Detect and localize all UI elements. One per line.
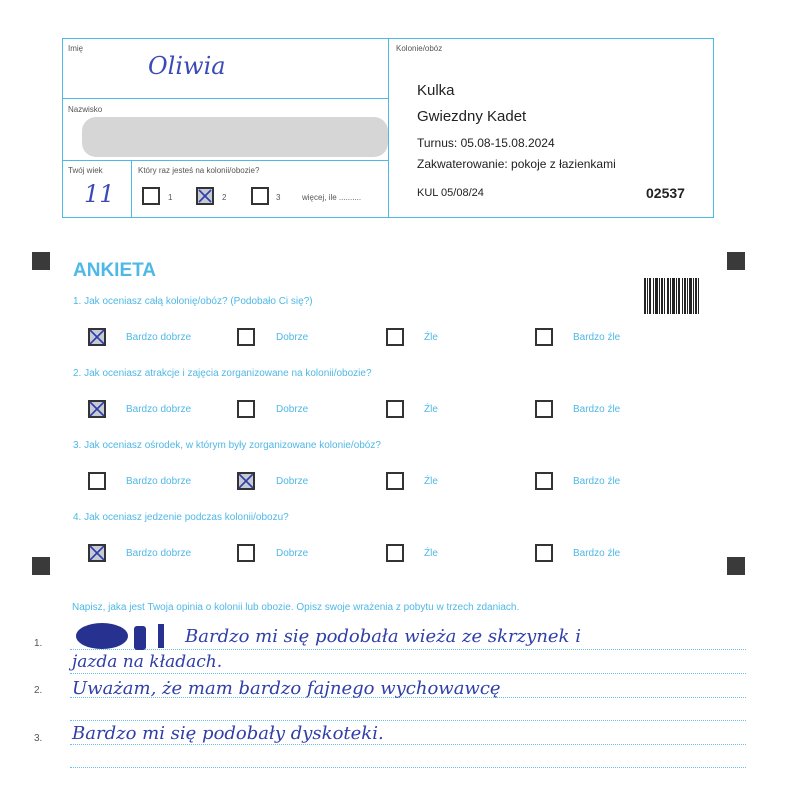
header-divider [388, 38, 389, 218]
survey-q2-option-label-3: Źle [424, 404, 438, 415]
survey-q4-checkbox-4[interactable] [535, 544, 553, 562]
survey-q1-option-label-3: Źle [424, 332, 438, 343]
header-vline-age [131, 160, 132, 218]
survey-q3-option-label-1: Bardzo dobrze [126, 476, 192, 487]
survey-question-4: 4. Jak oceniasz jedzenie podczas kolonii/obozu? [73, 512, 289, 523]
header-hline-1 [62, 98, 388, 99]
camp-label: Kolonie/obóz [396, 44, 443, 53]
survey-q4-option-label-4: Bardzo źle [573, 548, 621, 559]
opinion-line [70, 720, 746, 721]
survey-q1-checkbox-4[interactable] [535, 328, 553, 346]
survey-title: ANKIETA [73, 260, 157, 281]
times-checkbox-1[interactable] [142, 187, 160, 205]
camp-program: Gwiezdny Kadet [417, 108, 527, 125]
survey-question-1: 1. Jak oceniasz całą kolonię/obóz? (Podobało Ci się?) [73, 296, 313, 307]
survey-q1-option-label-2: Dobrze [276, 332, 309, 343]
survey-q2-checkbox-3[interactable] [386, 400, 404, 418]
opinion-number-3: 3. [34, 733, 43, 744]
camp-code: KUL 05/08/24 [417, 187, 484, 199]
survey-q1-checkbox-3[interactable] [386, 328, 404, 346]
survey-q3-checkbox-2[interactable] [237, 472, 255, 490]
opinion-answer-1: Bardzo mi się podobała wieża ze skrzynek i [185, 626, 581, 647]
survey-q1-option-label-1: Bardzo dobrze [126, 332, 192, 343]
times-option-1: 1 [168, 193, 173, 202]
opinion-answer-2: Uważam, że mam bardzo fajnego wychowawcę [72, 678, 501, 699]
times-option-2: 2 [222, 193, 227, 202]
barcode [644, 278, 699, 314]
survey-q2-checkbox-2[interactable] [237, 400, 255, 418]
survey-q3-checkbox-1[interactable] [88, 472, 106, 490]
form-number: 02537 [646, 185, 685, 201]
corner-marker-tl [32, 252, 50, 270]
times-checkbox-2[interactable] [196, 187, 214, 205]
corner-marker-tr [727, 252, 745, 270]
survey-q4-checkbox-1[interactable] [88, 544, 106, 562]
survey-q2-option-label-2: Dobrze [276, 404, 309, 415]
times-option-3: 3 [276, 193, 281, 202]
survey-q4-option-label-2: Dobrze [276, 548, 309, 559]
opinion-line [70, 767, 746, 768]
survey-q3-option-label-4: Bardzo źle [573, 476, 621, 487]
times-question: Który raz jesteś na kolonii/obozie? [138, 166, 260, 175]
survey-q2-checkbox-4[interactable] [535, 400, 553, 418]
survey-q3-checkbox-3[interactable] [386, 472, 404, 490]
opinion-number-2: 2. [34, 685, 43, 696]
surname-label: Nazwisko [68, 105, 103, 114]
survey-q3-checkbox-4[interactable] [535, 472, 553, 490]
name-label: Imię [68, 44, 84, 53]
times-checkbox-3[interactable] [251, 187, 269, 205]
survey-q3-option-label-3: Źle [424, 476, 438, 487]
opinion-line [70, 673, 746, 674]
opinion-line [70, 744, 746, 745]
header-hline-2 [62, 160, 388, 161]
redacted-surname [82, 117, 388, 157]
survey-q1-option-label-4: Bardzo źle [573, 332, 621, 343]
survey-q4-checkbox-2[interactable] [237, 544, 255, 562]
opinion-answer-3: Bardzo mi się podobały dyskoteki. [72, 723, 384, 744]
age-value: 11 [84, 180, 115, 208]
survey-question-3: 3. Jak oceniasz ośrodek, w którym były zorganizowane kolonie/obóz? [73, 440, 381, 451]
opinion-number-1: 1. [34, 638, 43, 649]
survey-q2-checkbox-1[interactable] [88, 400, 106, 418]
age-label: Twój wiek [68, 166, 103, 175]
survey-q4-option-label-1: Bardzo dobrze [126, 548, 192, 559]
turnus: Turnus: 05.08-15.08.2024 [417, 136, 555, 150]
survey-q3-option-label-2: Dobrze [276, 476, 309, 487]
survey-q4-checkbox-3[interactable] [386, 544, 404, 562]
survey-q4-option-label-3: Źle [424, 548, 438, 559]
opinion-answer-1-continued: jazda na kładach. [72, 652, 223, 672]
name-value: Oliwia [148, 52, 226, 80]
corner-marker-bl [32, 557, 50, 575]
survey-q2-option-label-4: Bardzo źle [573, 404, 621, 415]
camp-name: Kulka [417, 82, 455, 99]
survey-q2-option-label-1: Bardzo dobrze [126, 404, 192, 415]
scribbled-out-word [74, 620, 184, 654]
accommodation: Zakwaterowanie: pokoje z łazienkami [417, 157, 616, 171]
corner-marker-br [727, 557, 745, 575]
survey-question-2: 2. Jak oceniasz atrakcje i zajęcia zorganizowane na kolonii/obozie? [73, 368, 372, 379]
survey-q1-checkbox-1[interactable] [88, 328, 106, 346]
survey-q1-checkbox-2[interactable] [237, 328, 255, 346]
times-more-label: więcej, ile .......... [302, 193, 362, 202]
opinion-prompt: Napisz, jaka jest Twoja opinia o kolonii lub obozie. Opisz swoje wrażenia z pobytu w trzech zdaniach. [72, 602, 520, 613]
